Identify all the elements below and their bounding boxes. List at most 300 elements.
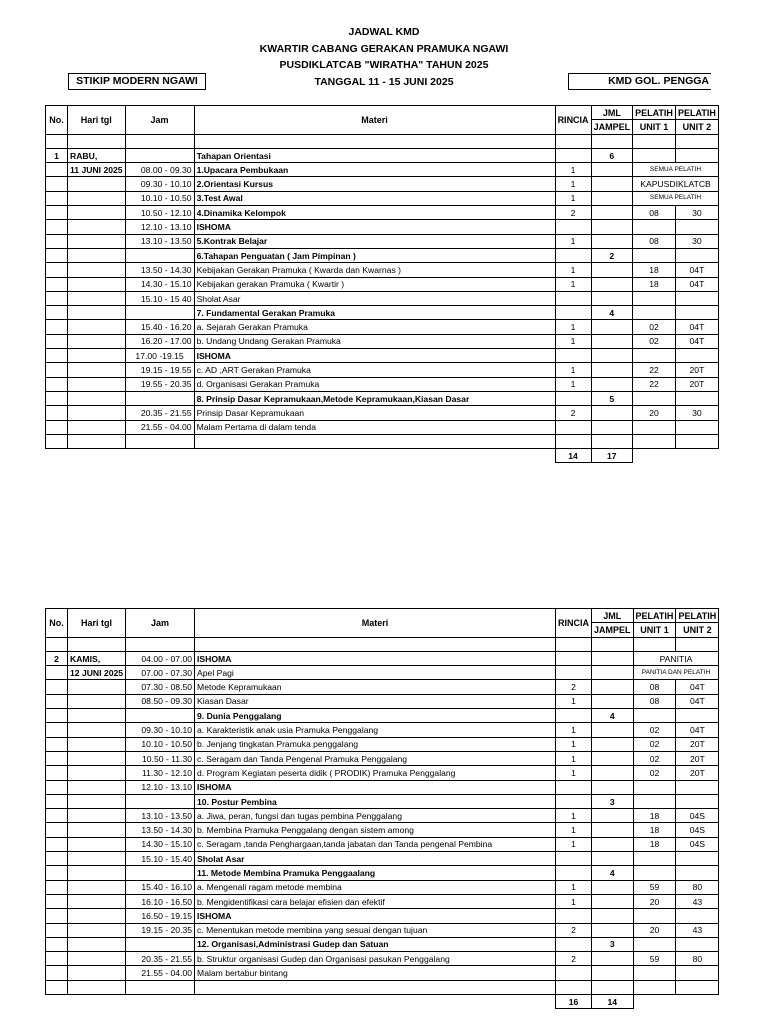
table-row [46,866,719,880]
row-trainer-unit-2: 04S [676,823,719,837]
row-number [46,823,68,837]
empty-cell [633,434,676,448]
table-header-row [46,106,719,120]
empty-cell [125,134,194,148]
row-trainer-combined: PANITIA [633,651,719,665]
empty-cell [68,980,126,994]
table-row [46,751,719,765]
row-time: 12.10 - 13.10 [126,780,195,794]
row-material: ISHOMA [195,909,556,923]
row-rincia [556,909,592,923]
row-trainer-unit-2: 04T [675,320,718,334]
row-day-date [68,809,126,823]
schedule-table-day2 [45,608,719,1009]
row-day-date [68,377,126,391]
row-trainer-unit-1: 18 [633,263,676,277]
row-trainer-unit-2: 04T [675,263,718,277]
row-jampel [592,694,634,708]
table-row [46,248,719,262]
row-jampel [591,177,633,191]
row-trainer-unit-1: 59 [633,952,676,966]
table-row [46,320,719,334]
row-trainer-unit-2: 43 [676,894,719,908]
table-row [46,191,719,205]
table-row [46,966,719,980]
row-rincia: 1 [556,737,592,751]
row-jampel [591,234,633,248]
row-rincia: 1 [555,163,591,177]
row-rincia: 1 [556,837,592,851]
row-rincia: 1 [555,191,591,205]
row-trainer-unit-2: 20T [676,751,719,765]
location-box: STIKIP MODERN NGAWI [68,73,206,90]
row-number [46,852,68,866]
row-number [46,909,68,923]
row-rincia [555,349,591,363]
row-time: 13.50 - 14.30 [125,263,194,277]
empty-cell [555,134,591,148]
row-number [46,163,68,177]
row-jampel [592,909,634,923]
row-number [46,937,68,951]
table-row [46,651,719,665]
row-rincia [555,306,591,320]
row-material: b. Undang Undang Gerakan Pramuka [194,334,555,348]
row-material: ISHOMA [195,780,556,794]
empty-cell [556,637,592,651]
row-number [46,866,68,880]
row-number [46,923,68,937]
empty-cell [46,134,68,148]
row-trainer-unit-1: 08 [633,680,676,694]
row-jampel [592,880,634,894]
header-date: TANGGAL 11 - 15 JUNI 2025 [314,75,454,88]
row-trainer-unit-1 [633,937,676,951]
table-row [46,780,719,794]
row-rincia: 2 [555,406,591,420]
row-jampel [591,277,633,291]
header-jam: Jam [125,106,194,135]
row-rincia [556,651,592,665]
table-row [46,377,719,391]
table-row [46,434,719,448]
empty-cell [676,980,719,994]
row-trainer-unit-2: 04T [676,694,719,708]
empty-cell [195,637,556,651]
row-number [46,894,68,908]
empty-cell [68,134,126,148]
row-trainer-unit-2: 30 [675,206,718,220]
row-day-date [68,751,126,765]
row-jampel [591,320,633,334]
row-trainer-unit-2 [676,709,719,723]
blank-cell [68,449,126,463]
row-number [46,306,68,320]
blank-cell [633,995,676,1009]
row-rincia [556,937,592,951]
row-number [46,191,68,205]
header-unit-2: UNIT 2 [675,120,718,134]
row-trainer-unit-1: 02 [633,737,676,751]
row-rincia: 1 [555,363,591,377]
row-day-date [68,880,126,894]
row-trainer-unit-2: 30 [675,234,718,248]
total-jampel: 14 [592,995,634,1009]
row-number [46,737,68,751]
row-number [46,334,68,348]
table-row [46,880,719,894]
row-trainer-unit-2 [676,794,719,808]
row-jampel: 4 [592,709,634,723]
row-trainer-unit-1: 22 [633,363,676,377]
row-day-date [68,937,126,951]
row-rincia: 1 [556,809,592,823]
row-trainer-unit-2 [675,248,718,262]
empty-cell [194,134,555,148]
row-rincia: 1 [556,894,592,908]
header-materi: Materi [195,609,556,638]
header-title: JADWAL KMD [348,26,420,38]
header-jampel: JAMPEL [591,120,633,134]
row-material: 8. Prinsip Dasar Kepramukaan,Metode Kepramukaan,Kiasan Dasar [194,391,555,405]
row-material: 1.Upacara Pembukaan [194,163,555,177]
row-day-date [68,709,126,723]
row-number: 1 [46,148,68,162]
row-day-date [68,723,126,737]
row-day-date [68,794,126,808]
row-rincia: 2 [555,206,591,220]
row-rincia [556,780,592,794]
row-trainer-unit-2 [676,909,719,923]
row-jampel [591,334,633,348]
row-day-date: KAMIS, [68,651,126,665]
row-time: 10.10 - 10.50 [126,737,195,751]
row-rincia: 1 [555,234,591,248]
row-jampel [592,809,634,823]
row-trainer-unit-2: 80 [676,952,719,966]
row-time: 12.10 - 13.10 [125,220,194,234]
row-rincia: 1 [555,263,591,277]
empty-cell [194,434,555,448]
row-material: b. Membina Pramuka Penggalang dengan sistem among [195,823,556,837]
total-rincia: 14 [555,449,591,463]
blank-cell [126,995,195,1009]
row-number [46,406,68,420]
row-material: a. Sejarah Gerakan Pramuka [194,320,555,334]
row-number: 2 [46,651,68,665]
row-jampel [592,923,634,937]
row-trainer-unit-1: 08 [633,234,676,248]
row-jampel [592,823,634,837]
row-jampel [592,680,634,694]
row-material: b. Jenjang tingkatan Pramuka penggalang [195,737,556,751]
row-trainer-unit-2 [675,420,718,434]
row-material: 6.Tahapan Penguatan ( Jam Pimpinan ) [194,248,555,262]
header-pelatih-1: PELATIH [633,609,676,623]
row-day-date [68,866,126,880]
row-jampel: 4 [591,306,633,320]
row-trainer-unit-1: 18 [633,809,676,823]
table-row [46,666,719,680]
header-no: No. [46,609,68,638]
table-row [46,134,719,148]
row-trainer-unit-1: 22 [633,377,676,391]
row-trainer-combined: SEMUA PELATIH [633,191,719,205]
row-rincia: 2 [556,952,592,966]
row-material: 2.Orientasi Kursus [194,177,555,191]
row-material: 12. Organisasi,Administrasi Gudep dan Satuan [195,937,556,951]
row-time: 13.10 - 13.50 [126,809,195,823]
row-trainer-unit-2: 20T [676,766,719,780]
row-trainer-unit-1: 20 [633,406,676,420]
row-material: 5.Kontrak Belajar [194,234,555,248]
row-trainer-unit-1 [633,866,676,880]
row-trainer-unit-1 [633,420,676,434]
row-rincia: 1 [556,723,592,737]
table-row [46,391,719,405]
row-jampel [591,406,633,420]
row-time: 10.50 - 12.10 [125,206,194,220]
row-time: 10.50 - 11.30 [126,751,195,765]
table-row [46,894,719,908]
row-number [46,766,68,780]
row-material: c. AD ,ART Gerakan Pramuka [194,363,555,377]
empty-cell [675,434,718,448]
row-jampel [592,723,634,737]
header-organization: KWARTIR CABANG GERAKAN PRAMUKA NGAWI [259,42,509,55]
table-row [46,263,719,277]
row-time: 13.50 - 14.30 [126,823,195,837]
row-jampel [591,363,633,377]
row-trainer-unit-1: 18 [633,837,676,851]
blank-cell [68,995,126,1009]
row-day-date [68,420,126,434]
row-jampel: 3 [592,937,634,951]
empty-cell [46,434,68,448]
row-time: 09.30 - 10.10 [125,177,194,191]
empty-cell [556,980,592,994]
row-rincia: 2 [556,923,592,937]
row-number [46,880,68,894]
row-day-date [68,177,126,191]
row-time: 14.30 - 15.10 [125,277,194,291]
row-trainer-unit-2: 04T [675,277,718,291]
row-number [46,666,68,680]
row-time: 04.00 - 07.00 [126,651,195,665]
row-rincia: 1 [555,177,591,191]
row-number [46,723,68,737]
row-material: 7. Fundamental Gerakan Pramuka [194,306,555,320]
row-time [126,709,195,723]
header-rincia: RINCIA [555,106,591,135]
table-row [46,163,719,177]
empty-cell [591,134,633,148]
header-materi: Materi [194,106,555,135]
row-jampel: 3 [592,794,634,808]
row-day-date [68,349,126,363]
row-trainer-unit-2: 43 [676,923,719,937]
header-jampel: JAMPEL [592,623,634,637]
table-row [46,306,719,320]
table-row [46,148,719,162]
row-time: 13.10 - 13.50 [125,234,194,248]
row-trainer-unit-1: 02 [633,320,676,334]
row-trainer-unit-2 [675,148,718,162]
row-material: ISHOMA [194,220,555,234]
table-row [46,766,719,780]
row-day-date: 11 JUNI 2025 [68,163,126,177]
row-day-date [68,694,126,708]
row-time: 15.10 - 15 40 [125,291,194,305]
row-material: b. Mengidentifikasi cara belajar efisien dan efektif [195,894,556,908]
row-rincia: 1 [555,320,591,334]
blank-cell [194,449,555,463]
row-rincia [555,291,591,305]
row-number [46,377,68,391]
row-trainer-unit-2 [676,780,719,794]
empty-cell [68,637,126,651]
row-trainer-unit-2: 30 [675,406,718,420]
row-material: Kiasan Dasar [195,694,556,708]
row-trainer-unit-2 [675,220,718,234]
row-rincia [555,391,591,405]
table-row [46,694,719,708]
row-number [46,694,68,708]
row-material: d. Organisasi Gerakan Pramuka [194,377,555,391]
row-number [46,420,68,434]
table-row [46,823,719,837]
row-time [125,248,194,262]
row-trainer-unit-2: 04S [676,809,719,823]
row-number [46,680,68,694]
row-day-date [68,406,126,420]
row-time [126,937,195,951]
row-day-date [68,263,126,277]
row-day-date [68,823,126,837]
row-day-date [68,277,126,291]
row-trainer-unit-1 [633,349,676,363]
row-day-date [68,291,126,305]
row-trainer-unit-2: 04T [675,334,718,348]
row-trainer-unit-1 [633,220,676,234]
blank-cell [46,449,68,463]
table-row [46,234,719,248]
row-number [46,751,68,765]
row-number [46,220,68,234]
row-jampel [592,952,634,966]
total-row [46,449,719,463]
row-day-date [68,909,126,923]
row-time [126,866,195,880]
blank-cell [675,449,718,463]
row-time [125,148,194,162]
row-trainer-unit-1: 08 [633,206,676,220]
row-trainer-unit-1: 59 [633,880,676,894]
table-row [46,206,719,220]
empty-cell [592,980,634,994]
row-trainer-unit-1: 02 [633,334,676,348]
row-jampel [592,837,634,851]
table-row [46,737,719,751]
row-time: 07.00 - 07.30 [126,666,195,680]
row-day-date [68,894,126,908]
row-trainer-unit-2 [676,866,719,880]
row-trainer-unit-1 [633,852,676,866]
row-number [46,794,68,808]
empty-cell [126,980,195,994]
total-row [46,995,719,1009]
table-row [46,349,719,363]
row-jampel [592,780,634,794]
table-row [46,277,719,291]
row-trainer-unit-1 [633,780,676,794]
row-day-date [68,306,126,320]
row-day-date: 12 JUNI 2025 [68,666,126,680]
row-day-date [68,737,126,751]
row-number [46,291,68,305]
row-day-date [68,206,126,220]
row-trainer-unit-2: 20T [675,363,718,377]
row-jampel [591,206,633,220]
row-day-date [68,320,126,334]
schedule-table-day1 [45,105,719,463]
row-rincia [556,709,592,723]
empty-cell [633,134,676,148]
row-day-date: RABU, [68,148,126,162]
table-row [46,837,719,851]
row-material: Tahapan Orientasi [194,148,555,162]
row-day-date [68,363,126,377]
row-trainer-unit-1: 20 [633,923,676,937]
row-day-date [68,191,126,205]
empty-cell [46,980,68,994]
header-jam: Jam [126,609,195,638]
row-material: 4.Dinamika Kelompok [194,206,555,220]
table-row [46,363,719,377]
row-jampel [592,966,634,980]
table-header-row [46,609,719,623]
table-row [46,909,719,923]
row-material: Metode Kepramukaan [195,680,556,694]
row-number [46,206,68,220]
header-unit-2: UNIT 2 [676,623,719,637]
header-rincia: RINCIA [556,609,592,638]
header-jml: JML [591,106,633,120]
row-material: d. Program Kegiatan peserta didik ( PRODIK) Pramuka Penggalang [195,766,556,780]
row-trainer-unit-2: 04S [676,837,719,851]
row-time [126,794,195,808]
row-jampel [592,852,634,866]
header-pelatih-2: PELATIH [675,106,718,120]
header-hari-tgl: Hari tgl [68,609,126,638]
row-jampel [591,263,633,277]
table-row [46,220,719,234]
row-trainer-unit-1 [633,709,676,723]
row-number [46,363,68,377]
row-rincia: 1 [556,823,592,837]
row-material: c. Seragam dan Tanda Pengenal Pramuka Penggalang [195,751,556,765]
blank-cell [195,995,556,1009]
row-material: c. Seragam ,tanda Penghargaan,tanda jabatan dan Tanda pengenal Pembina [195,837,556,851]
row-trainer-unit-1 [633,248,676,262]
header-pelatih-1: PELATIH [633,106,676,120]
row-trainer-unit-1: 02 [633,766,676,780]
row-trainer-unit-2: 04T [676,680,719,694]
row-jampel [592,766,634,780]
row-day-date [68,220,126,234]
row-time: 20.35 - 21.55 [126,952,195,966]
row-trainer-unit-2 [676,937,719,951]
